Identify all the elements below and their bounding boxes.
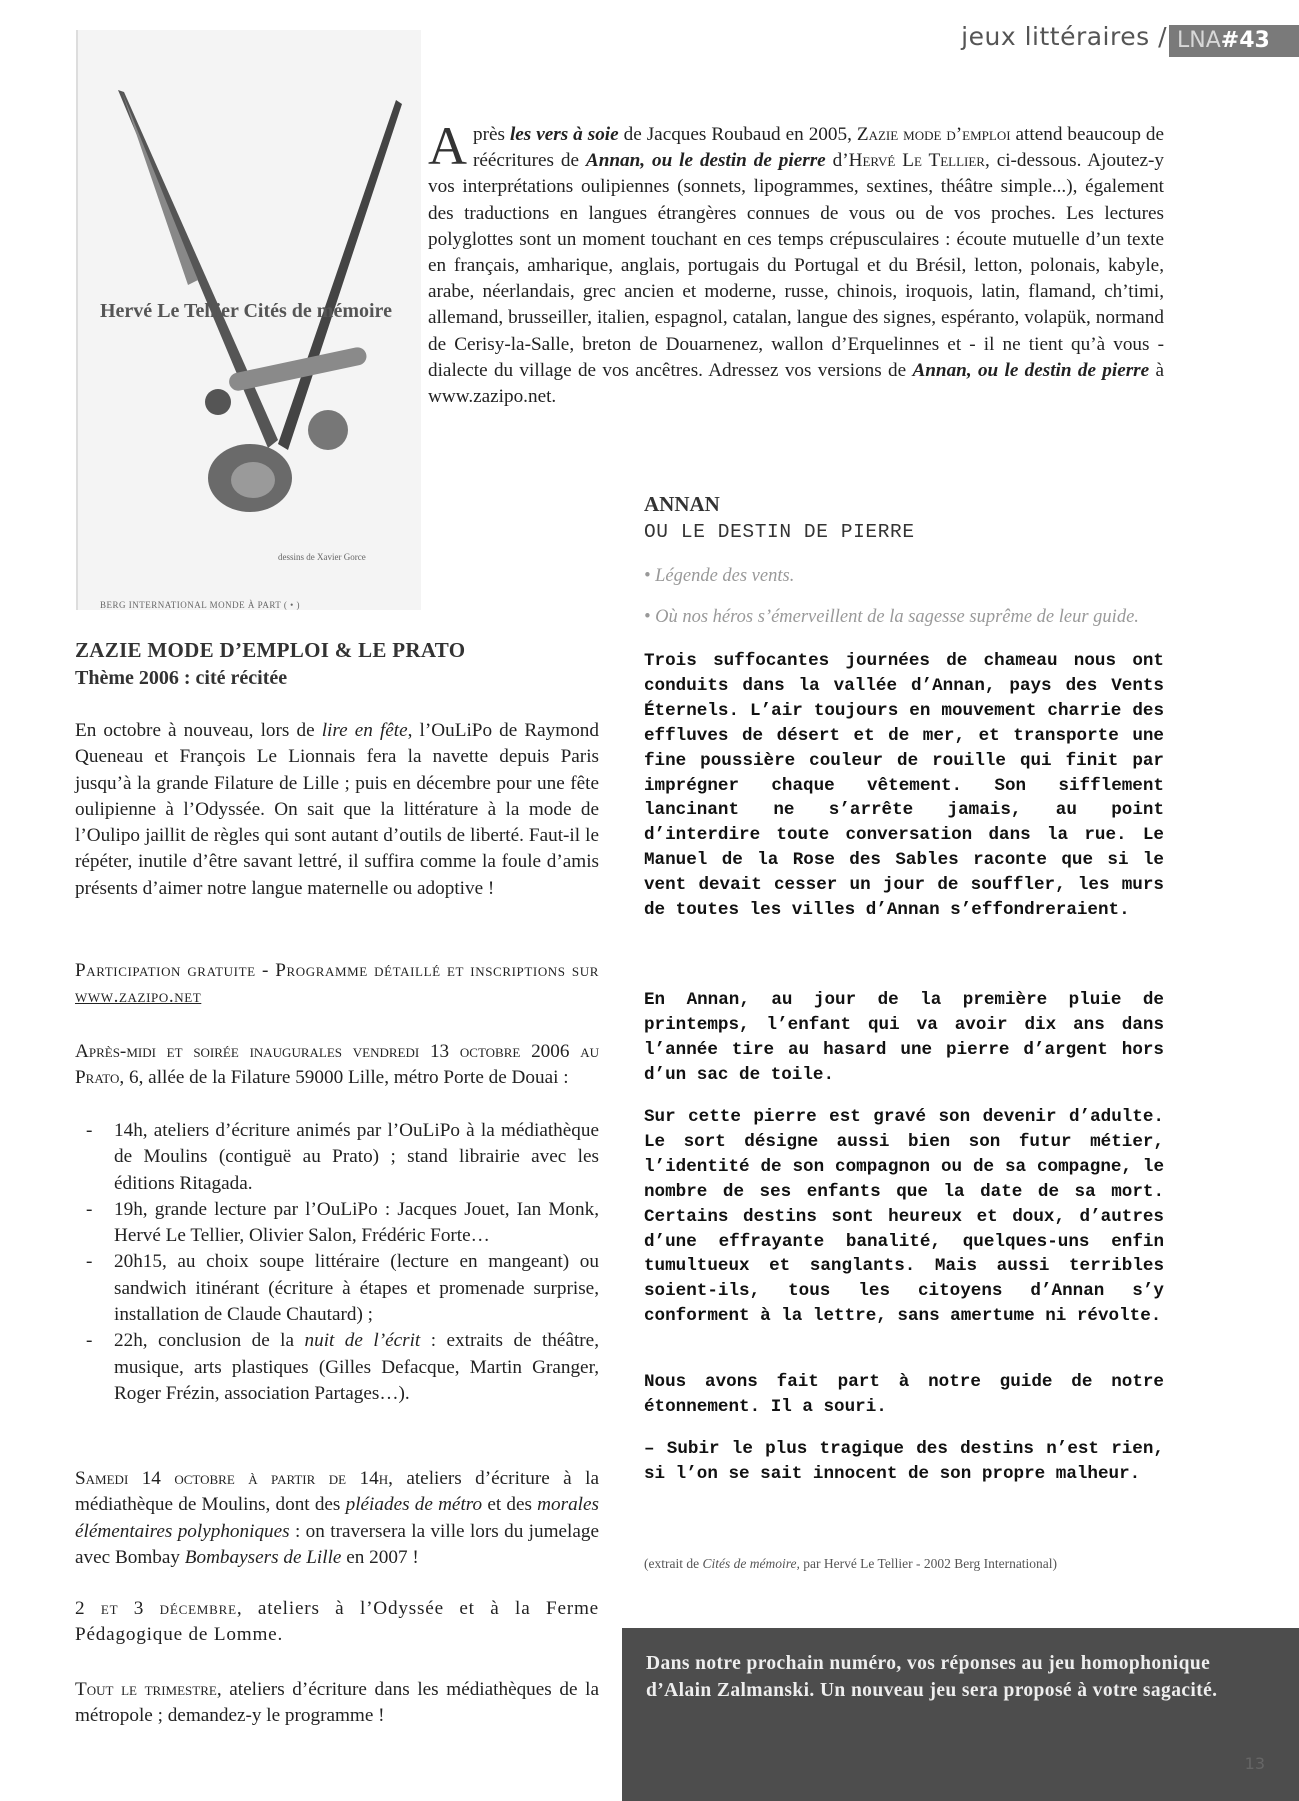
zazie-title: ZAZIE MODE D’EMPLOI & LE PRATO <box>75 638 466 662</box>
book-cover-image <box>76 30 421 610</box>
issue-badge-prefix: LNA <box>1177 28 1221 53</box>
page-number: 13 <box>1244 1754 1265 1773</box>
next-issue-text: Dans notre prochain numéro, vos réponses au jeu homophonique d’Alain Zalmanski. Un nouveau jeu sera proposé à votre sagacité. <box>646 1653 1218 1701</box>
source-note: (extrait de Cités de mémoire, par Hervé Le Tellier - 2002 Berg International) <box>644 1556 1058 1571</box>
annan-paragraph-4: Nous avons fait part à notre guide de notre étonnement. Il a souri. <box>644 1372 1164 1417</box>
issue-badge-number: #43 <box>1220 28 1270 53</box>
caption-2: • Où nos héros s’émerveillent de la sagesse suprême de leur guide. <box>644 607 1139 627</box>
annan-paragraph-1: Trois suffocantes journées de chameau nous ont conduits dans la vallée d’Annan, pays des Vents Éternels. L’air toujours en mouvement charrie des effluves de désert et de mer, et transporte une fine poussière couleur de rouille qui finit par imprégner chaque vêtement. Son sifflement lancinant ne s’arrête jamais, au point d’interdire toute conversation dans la rue. Le Manuel de la Rose des Sables raconte que si le vent devait cesser un jour de souffler, les murs de toutes les villes d’Annan s’effondreraient. <box>644 651 1164 921</box>
inaugural-paragraph: Après-midi et soirée inaugurales vendredi 13 octobre 2006 au Prato, 6, allée de la Filature 59000 Lille, métro Porte de Douai : <box>75 1041 599 1089</box>
annan-paragraph-2: En Annan, au jour de la première pluie de printemps, l’enfant qui va avoir dix ans dans l’année tire au hasard une pierre d’argent hors d’un sac de toile. <box>644 990 1164 1085</box>
issue-badge <box>1169 25 1299 57</box>
participation-paragraph: Participation gratuite - Programme détaillé et inscriptions sur www.zazipo.net <box>75 960 599 1008</box>
section-title: jeux littéraires / <box>961 22 1167 51</box>
annan-paragraph-3: Sur cette pierre est gravé son devenir d’adulte. Le sort désigne aussi bien son futur métier, l’identité de son compagnon ou de sa compagne, le nombre de ses enfants que la date de sa mort. Certains destins sont heureux et doux, d’autres d’une effrayante banalité, quelques-uns enfin tumultueux et sanglants. Mais aussi terribles soient-ils, tous les citoyens d’Annan s’y conforment à la lettre, sans amertume ni révolte. <box>644 1107 1164 1327</box>
annan-title: ANNAN <box>644 492 720 516</box>
saturday-paragraph: Samedi 14 octobre à partir de 14h, ateliers d’écriture à la médiathèque de Moulins, dont des pléiades de métro et des morales élémentaires polyphoniques : on traversera la ville lors du jumelage avec Bombay Bombaysers de Lille en 2007 ! <box>75 1468 599 1568</box>
list-item: - 19h, grande lecture par l’OuLiPo : Jacques Jouet, Ian Monk, Hervé Le Tellier, Olivier Salon, Frédéric Forte… <box>86 1198 599 1247</box>
trimester-paragraph: Tout le trimestre, ateliers d’écriture dans les médiathèques de la métropole ; demandez-y le programme ! <box>75 1679 599 1727</box>
cover-credit: dessins de Xavier Gorce <box>278 552 366 562</box>
list-item: - 14h, ateliers d’écriture animés par l’OuLiPo à la médiathèque de Moulins (contiguë au Prato) ; stand librairie avec les éditions Ritagada. <box>86 1120 599 1194</box>
zazipo-link[interactable]: www.zazipo.net <box>75 986 202 1008</box>
december-paragraph: 2 et 3 décembre, ateliers à l’Odyssée et à la Ferme Pédagogique de Lomme. <box>75 1598 599 1646</box>
annan-paragraph-5: – Subir le plus tragique des destins n’est rien, si l’on se sait innocent de son propre malheur. <box>644 1439 1164 1484</box>
caption-1: • Légende des vents. <box>644 566 795 586</box>
next-issue-box <box>622 1628 1299 1801</box>
intro-paragraph: Après les vers à soie de Jacques Roubaud en 2005, Zazie mode d’emploi attend beaucoup de réécritures de Annan, ou le destin de pierre d’Hervé Le Tellier, ci-dessous. Ajoutez-y vos interprétations oulipiennes (sonnets, lipogrammes, sextines, théâtre simple...), également des traductions en langues étrangères connues de vous ou de vos proches. Les lectures polyglottes sont un moment touchant en ces temps crépusculaires : écoute mutuelle d’un texte en français, amharique, anglais, portugais du Portugal et du Brésil, letton, polonais, kabyle, arabe, néerlandais, grec ancien et moderne, russe, chinois, iroquois, latin, flamand, ch’timi, allemand, brusseiller, italien, espagnol, catalan, langue des signes, espéranto, volapük, normand de Cerisy-la-Salle, breton de Douarnenez, wallon d’Erquelinnes et - il ne tient qu’à vous - dialecte du village de vos ancêtres. Adressez vos versions de Annan, ou le destin de pierre à www.zazipo.net. <box>428 116 1164 408</box>
drop-cap: A <box>428 116 467 176</box>
program-list <box>86 1118 599 1407</box>
zazie-paragraph-1: En octobre à nouveau, lors de lire en fête, l’OuLiPo de Raymond Queneau et François Le Lionnais fera la navette depuis Paris jusqu’à la grande Filature de Lille ; puis en décembre pour une fête oulipienne à l’Odyssée. On sait que la littérature à la mode de l’Oulipo jaillit de règles qui sont autant d’outils de liberté. Faut-il le répéter, inutile d’être savant lettré, il suffira comme la foule d’amis présents d’aimer notre langue maternelle ou adoptive ! <box>75 720 599 899</box>
cover-publisher: BERG INTERNATIONAL MONDE À PART ( • ) <box>100 600 301 610</box>
cover-title: Hervé Le Tellier Cités de mémoire <box>100 300 392 322</box>
zazie-subtitle: Thème 2006 : cité récitée <box>75 667 288 689</box>
list-item: - 22h, conclusion de la nuit de l’écrit : extraits de théâtre, musique, arts plastiques (Gilles Defacque, Martin Granger, Roger Frézin, association Partages…). <box>86 1330 599 1404</box>
zazie-heading <box>75 638 605 690</box>
list-item: - 20h15, au choix soupe littéraire (lecture en mangeant) ou sandwich itinérant (écriture à étapes et promenade surprise, installation de Claude Chautard) ; <box>86 1251 599 1326</box>
annan-subtitle: OU LE DESTIN DE PIERRE <box>644 521 915 543</box>
